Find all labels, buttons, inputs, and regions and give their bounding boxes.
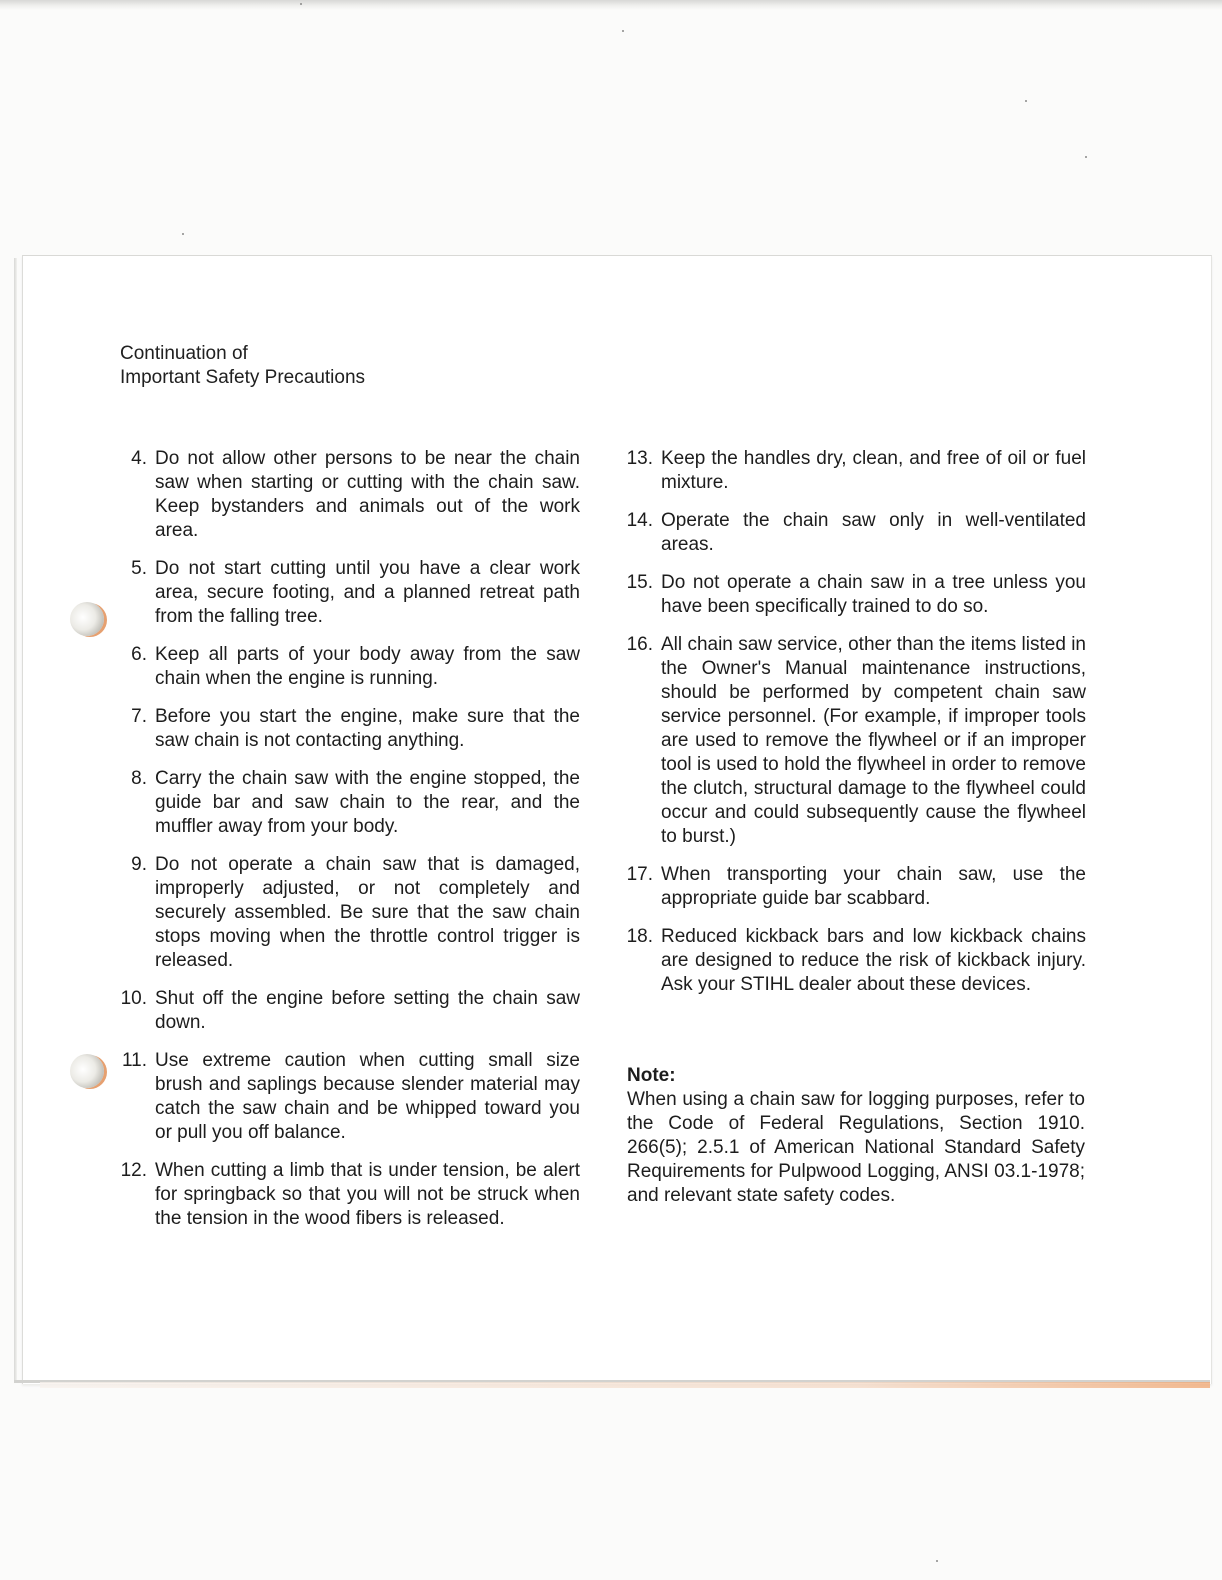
dust-speck [1025, 100, 1027, 102]
item-number: 10. [120, 988, 147, 1009]
dust-speck [1085, 156, 1087, 158]
item-number: 7. [131, 706, 147, 727]
page-spine [14, 258, 17, 1382]
item-text: Carry the chain saw with the engine stopped, the guide bar and saw chain to the rear, and the muffler away from your body. [155, 768, 580, 837]
item-text: Do not operate a chain saw that is damaged, improperly adjusted, or not completely and securely assembled. Be sure that the saw chain stops moving when the throttle control trigger is released. [155, 854, 580, 971]
logging-note [627, 1064, 1085, 1208]
list-item [110, 987, 580, 1035]
header-line-1: Continuation of [120, 343, 248, 364]
list-item [616, 509, 1086, 557]
list-item [110, 767, 580, 839]
list-item [110, 853, 580, 973]
right-column [616, 447, 1086, 1011]
item-text: Keep the handles dry, clean, and free of oil or fuel mixture. [661, 448, 1086, 493]
item-text: Do not allow other persons to be near the chain saw when starting or cutting with the chain saw. Keep bystanders and animals out of the work area. [155, 448, 580, 541]
item-number: 17. [626, 864, 653, 885]
item-text: Before you start the engine, make sure that the saw chain is not contacting anything. [155, 706, 580, 751]
item-number: 4. [131, 448, 147, 469]
list-item [110, 447, 580, 543]
list-item [110, 557, 580, 629]
list-item [110, 705, 580, 753]
binder-hole-lower [70, 1054, 104, 1088]
left-column [110, 447, 580, 1245]
dust-speck [300, 3, 302, 5]
item-text: Keep all parts of your body away from the saw chain when the engine is running. [155, 644, 580, 689]
page-header [120, 342, 365, 390]
list-item [616, 633, 1086, 849]
binder-hole-upper [70, 602, 104, 636]
header-line-2: Important Safety Precautions [120, 367, 366, 388]
item-number: 15. [626, 572, 653, 593]
item-number: 11. [121, 1050, 147, 1071]
list-item [616, 571, 1086, 619]
item-text: Reduced kickback bars and low kickback chains are designed to reduce the risk of kickback injury. Ask your STIHL dealer about these devices. [661, 926, 1086, 995]
list-item [616, 447, 1086, 495]
item-number: 12. [120, 1160, 147, 1181]
item-text: All chain saw service, other than the items listed in the Owner's Manual maintenance instructions, should be performed by competent chain saw service personnel. (For example, if improper tools are used to remove the flywheel or if an improper tool is used to hold the flywheel in order to remove the clutch, structural damage to the flywheel could occur and could subsequently cause the flywheel to burst.) [661, 634, 1086, 847]
note-title: Note: [627, 1065, 676, 1086]
item-number: 6. [131, 644, 147, 665]
item-text: Do not operate a chain saw in a tree unless you have been specifically trained to do so. [661, 572, 1086, 617]
item-text: Shut off the engine before setting the chain saw down. [155, 988, 580, 1033]
dust-speck [936, 1560, 938, 1562]
list-item [616, 925, 1086, 997]
item-number: 5. [131, 558, 147, 579]
item-number: 9. [131, 854, 147, 875]
item-number: 18. [626, 926, 653, 947]
item-number: 13. [626, 448, 653, 469]
list-item [110, 643, 580, 691]
scan-top-edge [0, 0, 1222, 10]
list-item [616, 863, 1086, 911]
item-number: 16. [626, 634, 653, 655]
item-text: When cutting a limb that is under tension, be alert for springback so that you will not be struck when the tension in the wood fibers is released. [155, 1160, 580, 1229]
list-item [110, 1049, 580, 1145]
cover-edge [40, 1382, 1210, 1388]
list-item [110, 1159, 580, 1231]
item-text: Use extreme caution when cutting small size brush and saplings because slender material may catch the saw chain and be whipped toward you or pull you off balance. [155, 1050, 580, 1143]
item-text: Do not start cutting until you have a clear work area, secure footing, and a planned retreat path from the falling tree. [155, 558, 580, 627]
item-number: 8. [131, 768, 147, 789]
dust-speck [622, 30, 624, 32]
item-text: Operate the chain saw only in well-ventilated areas. [661, 510, 1086, 555]
note-body: When using a chain saw for logging purposes, refer to the Code of Federal Regulations, Section 1910. 266(5); 2.5.1 of American National Standard Safety Requirements for Pulpwood Logging, ANSI 03.1-1978; and relevant state safety codes. [627, 1089, 1085, 1206]
dust-speck [182, 233, 184, 235]
item-number: 14. [626, 510, 653, 531]
item-text: When transporting your chain saw, use the appropriate guide bar scabbard. [661, 864, 1086, 909]
